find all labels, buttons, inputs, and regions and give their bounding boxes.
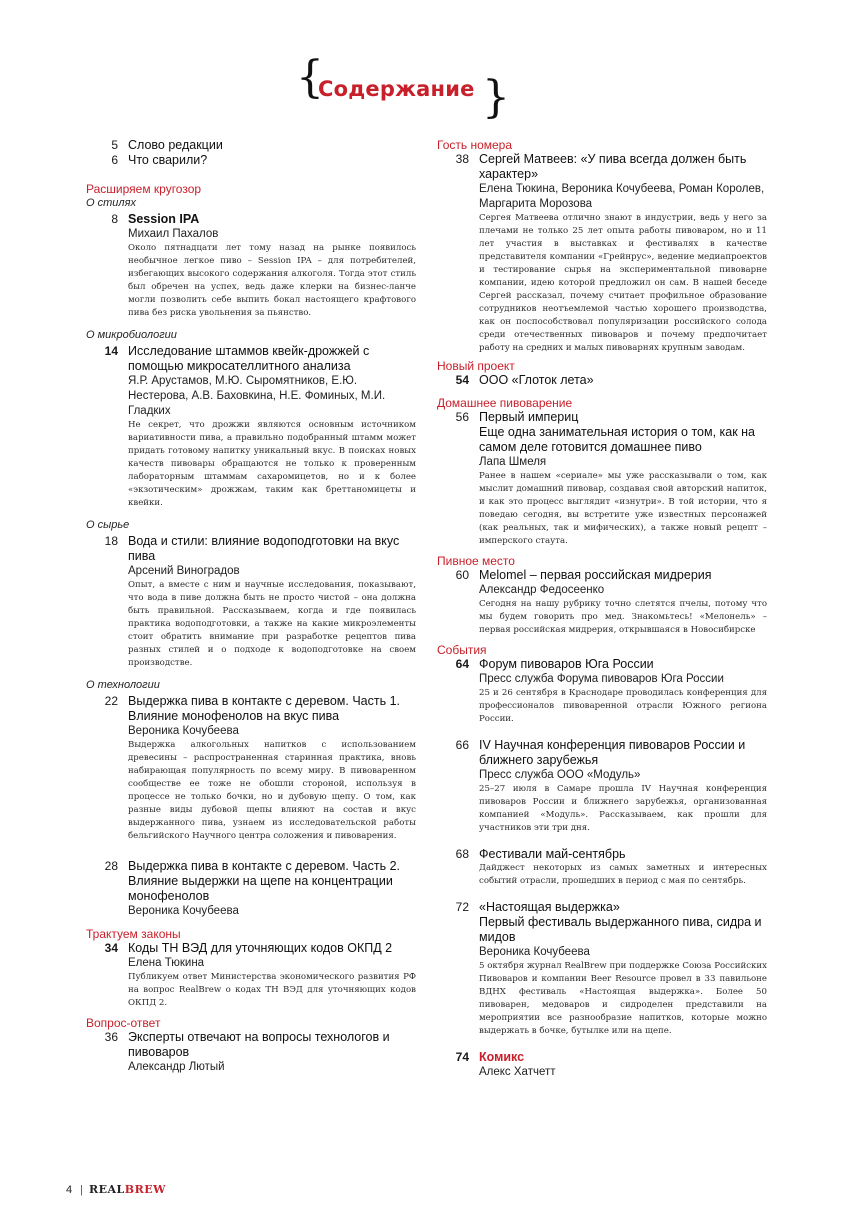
toc-item[interactable]: 64 Форум пивоваров Юга России Пресс служба Форума пивоваров Юга России 25 и 26 сентября в Краснодаре проводилась конференция для профессионалов пивоваренной отрасли Южного региона России. xyxy=(455,657,767,724)
subsection-heading: О микробиологии xyxy=(86,329,177,341)
section-heading: Вопрос-ответ xyxy=(86,1016,161,1030)
footer-divider: | xyxy=(80,1184,83,1196)
toc-item[interactable]: 6 Что сварили? xyxy=(111,153,208,167)
page-header xyxy=(296,52,510,123)
section-heading: Гость номера xyxy=(437,138,513,152)
toc-item[interactable]: 38 Сергей Матвеев: «У пива всегда должен быть характер» Елена Тюкина, Вероника Кочубеева, Роман Королев, Маргарита Морозова Сергея Матвеева отлично знают в индустрии, ведь у него за плечами не только 25 лет опыта работы пивоваром, но и 11 лет участия в выставках и фестивалях в качестве представителя компании «Грейнрус», ведение медиапроектов и тестирование сырья на экспериментальной пивоварне компании, идею которой предложил он сам. В нашей беседе Сергей рассказал, почему считает профильное образование сотрудников неотъемлемой частью хорошего производства, как он поспособствовал популяризации российского солода среди отечественных пивоваров и почему предпочитает работу на средних и малых пивоварнях крупным заводам. xyxy=(455,152,767,353)
toc-item[interactable]: 66 IV Научная конференция пивоваров России и ближнего зарубежья Пресс служба ООО «Модуль» 25–27 июля в Самаре прошла IV Научная конференция пивоваров России и ближнего зарубежья, организованная компанией «Модуль». Рассказываем, как прошли для участников эти три дня. xyxy=(455,738,767,833)
subsection-heading: О сырье xyxy=(86,519,130,531)
toc-right-column xyxy=(437,138,767,1080)
page-number: 4 xyxy=(66,1184,73,1196)
subsection-heading: О стилях xyxy=(86,197,136,209)
toc-item[interactable]: 8 Session IPA Михаил Пахалов Около пятнадцати лет тому назад на рынке появилось необычное легкое пиво – Session IPA – для потребителей, избегающих высокого содержания алкоголя. Тогда этот стиль был обречен на успех, ведь даже клерки на бизнес-ланче могли позволить себе выпить бокал настоящего крафтового пива без риска увольнения за пьянство. xyxy=(111,212,416,318)
toc-item[interactable]: 14 Исследование штаммов квейк-дрожжей с помощью микросателлитного анализа Я.Р. Арустамов, М.Ю. Сыромятников, Е.Ю. Нестерова, А.В. Баховкина, Н.Е. Фоминых, М.И. Гладких Не секрет, что дрожжи являются основным источником вариативности пива, а правильно подобранный штамм может придать готовому напитку уникальный вкус. В поисках новых качеств пивовары обращаются не только к проверенным лабораторным штаммам сахаромицетов, но и к более «экзотическим» дрожжам, таким как бреттаномицеты и квейки. xyxy=(104,344,416,508)
toc-left-column xyxy=(86,138,416,1075)
toc-item[interactable]: 5 Слово редакции xyxy=(111,138,223,152)
subsection-heading: О технологии xyxy=(86,679,160,691)
section-heading: Расширяем кругозор xyxy=(86,182,202,196)
toc-item[interactable]: 22 Выдержка пива в контакте с деревом. Часть 1. Влияние монофенолов на вкус пива Вероника Кочубеева Выдержка алкогольных напитков с использованием древесины – распространенная старинная практика, вновь набирающая популярность по всему миру. В пивоваренном сообществе ее тоже не обошли стороной, используя в процессе не только бочки, но и дубовую щепу. О том, как разные виды дубовой щепы влияют на состав и вкус выдержанного пива, узнаем из исследовательской работы бельгийского Научного центра соложения и пивоварения. xyxy=(104,694,416,841)
section-heading: События xyxy=(437,643,487,657)
page-title: Содержание xyxy=(318,77,475,101)
toc-item[interactable]: 54 ООО «Глоток лета» xyxy=(455,373,594,387)
right-brace-icon: } xyxy=(482,72,510,123)
toc-item[interactable]: 28 Выдержка пива в контакте с деревом. Часть 2. Влияние выдержки на щепе на концентрации монофенолов Вероника Кочубеева xyxy=(104,859,400,917)
toc-item[interactable]: 34 Коды ТН ВЭД для уточняющих кодов ОКПД 2 Елена Тюкина Публикуем ответ Министерства экономического развития РФ на вопрос RealBrew о кодах ТН ВЭД для уточняющих кодов ОКПД 2. xyxy=(104,941,416,1008)
toc-item[interactable]: 56 Первый империц Еще одна занимательная история о том, как на самом деле готовится домашнее пиво Лапа Шмеля Ранее в нашем «сериале» мы уже рассказывали о том, как мыслит домашний пивовар, создавая свой авторский напиток, и как это процесс выглядит «изнутри». В той истории, что я поведаю сегодня, вы встретите уже известных персонажей (как реальных, так и мифических), а также новый рецепт – имперского стаута. xyxy=(455,410,767,546)
toc-item[interactable]: 74 Комикс Алекс Хатчетт xyxy=(455,1050,556,1078)
realbrew-logo: REALBREW xyxy=(88,1183,166,1196)
toc-item[interactable]: 36 Эксперты отвечают на вопросы технологов и пивоваров Александр Лютый xyxy=(104,1030,390,1073)
section-heading: Пивное место xyxy=(437,554,515,568)
section-heading: Домашнее пивоварение xyxy=(437,396,573,410)
toc-item[interactable]: 18 Вода и стили: влияние водоподготовки на вкус пива Арсений Виноградов Опыт, а вместе с ним и научные исследования, показывают, что вода в пиве должна быть не просто чистой – она должна быть правильной. Рассказываем, когда и где появилась практика водоподготовки, а также на какие микроэлементы стоит обратить внимание при разработке рецептов пива разных стилей и о подходе к водоподготовке на своем производстве. xyxy=(104,534,416,668)
section-heading: Трактуем законы xyxy=(86,927,181,941)
section-heading: Новый проект xyxy=(437,359,515,373)
toc-item[interactable]: 68 Фестивали май-сентябрь Дайджест некоторых из самых заметных и интересных событий отрасли, прошедших в период с мая по сентябрь. xyxy=(455,847,767,886)
left-brace-icon: { xyxy=(296,52,324,103)
toc-item[interactable]: 72 «Настоящая выдержка» Первый фестиваль выдержанного пива, сидра и мидов Вероника Кочубеева 5 октября журнал RealBrew при поддержке Союза Российских Пивоваров и компании Beer Resource провел в 33 павильоне ВДНХ фестиваль «Настоящая выдержка». Более 50 пивоварен, медоваров и сидроделен представили на мероприятии все разнообразие напитков, которые можно выдержать в бочке, бутылке или на щепе. xyxy=(455,900,767,1036)
toc-item[interactable]: 60 Melomel – первая российская мидрерия Александр Федосеенко Сегодня на нашу рубрику точно слетятся пчелы, потому что мы будем говорить про мед. Знакомьтесь! «Мелонель» – первая российская мидрерия, открывшаяся в Новосибирске xyxy=(455,568,767,635)
page-footer xyxy=(66,1183,166,1196)
